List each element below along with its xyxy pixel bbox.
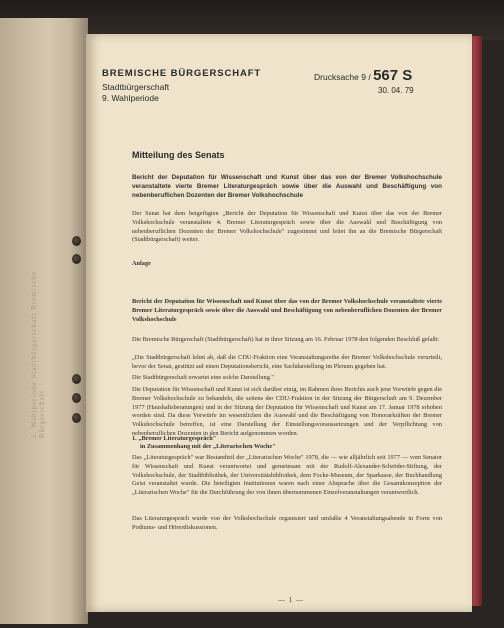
paragraph: „Die Stadtbürgerschaft lehnt ab, daß die CDU-Fraktion eine Veranstaltungsreihe der Bremer Volkshochschule verurteilt, bevor der Senat, gestützt auf einen Deputationsbericht, eine Sachdarstellung im Plenum gegeben hat. — [132, 354, 442, 370]
left-page-bleed-text: 2. Wahlperiode Stadtbürgerschaft Bremische Bürgerschaft — [30, 270, 46, 438]
org-chamber: Stadtbürgerschaft — [102, 82, 170, 92]
punch-hole — [72, 374, 81, 384]
punch-hole — [72, 413, 81, 423]
punch-hole — [72, 393, 81, 403]
paragraph: Das Literaturgespräch wurde von der Volkshochschule organisiert und umfaßte 4 Veranstaltungsabende in Form von Podiums- und Hörerdiskussionen. — [132, 515, 442, 531]
punch-hole — [72, 236, 81, 246]
intro-paragraph: Der Senat hat dem beigefügten „Bericht der Deputation für Wissenschaft und Kunst über das von der Bremer Volkshochschule veranstaltete 4. Bremer Literaturgespräch sowie über die Auswahl und Beschäftigung von nebenberuflichen Dozenten der Bremer Volkshochschule" zugestimmt und leitet ihn an die Bremische Bürgerschaft (Stadtbürgerschaft) weiter. — [132, 210, 442, 244]
left-page — [0, 18, 88, 624]
drucksache-id: 567 S — [373, 67, 413, 84]
document-title: Mitteilung des Senats — [132, 150, 225, 160]
intro-heading: Bericht der Deputation für Wissenschaft und Kunst über das von der Bremer Volkshochschule veranstaltete vierte Bremer Literaturgespräch sowie über die Auswahl und Beschäftigung von nebenberuflichen Dozenten der Bremer Volkshochschule — [132, 174, 442, 199]
paragraph: Das „Literaturgespräch" war Bestandteil der „Literarischen Woche" 1978, die — wie alljährlich seit 1977 — vom Senator für Wissenschaft und Kunst verantwortet und gemeinsam mit der Rudolf-Alexander-Schröder-Stiftung, der Volkshochschule, der Stadtbibliothek, der Universitätsbibliothek, dem Focke-Museum, der Sparkasse, der Buchhandlung Geist veranstaltet wurde. Die beteiligten Institutionen waren nach einer Absprache über die Gesamtkonzeption der „Literarischen Woche" für die Durchführung der von ihnen übernommenen Einzelveranstaltungen verantwortlich. — [132, 454, 442, 497]
paragraph: Die Stadtbürgerschaft erwartet eine solche Darstellung." — [132, 374, 274, 381]
section-heading: 1. „Bremer Literaturgespräch" — [132, 435, 217, 442]
org-name: BREMISCHE BÜRGERSCHAFT — [102, 68, 262, 79]
drucksache-prefix: Drucksache 9 / — [314, 72, 371, 82]
document-page — [86, 34, 472, 612]
letterhead — [102, 68, 261, 104]
drucksache-number — [314, 67, 412, 84]
paragraph: Die Bremische Bürgerschaft (Stadtbürgerschaft) hat in ihrer Sitzung am 16. Februar 1978 den folgenden Beschluß gefaßt: — [132, 336, 440, 343]
punch-hole — [72, 254, 81, 264]
paragraph: Die Deputation für Wissenschaft und Kunst ist sich darüber einig, im Rahmen ihres Berichts auch jene Vorwürfe gegen die Bremer Volkshochschule zu behandeln, die seitens der CDU-Fraktion in der Sitzung der Bürgerschaft am 9. Dezember 1977 (Haushaltsberatungen) und in der Sitzung der Deputation für Wissenschaft und Kunst am 17. Januar 1978 erhoben worden sind. Da diese Vorwürfe im wesentlichen die Auswahl und die Beschäftigung von Honorarkräften der Bremer Volkshochschule betreffen, ist eine Darstellung der Einstellungsvoraussetzungen und der Verpflichtung von nebenberuflichen Dozenten in den Bericht aufgenommen worden. — [132, 386, 442, 437]
section-heading-sub: in Zusammenhang mit der „Literarischen Woche" — [140, 443, 276, 450]
page-number: — 1 — — [278, 596, 304, 604]
attachment-label: Anlage — [132, 260, 151, 267]
report-title: Bericht der Deputation für Wissenschaft und Kunst über das von der Bremer Volkshochschule veranstaltete vierte Bremer Literaturgespräch sowie über die Auswahl und Beschäftigung von nebenberuflichen Dozenten der Bremer Volkshochschule — [132, 298, 442, 323]
document-date: 30. 04. 79 — [378, 86, 414, 95]
legislative-period: 9. Wahlperiode — [102, 93, 159, 103]
